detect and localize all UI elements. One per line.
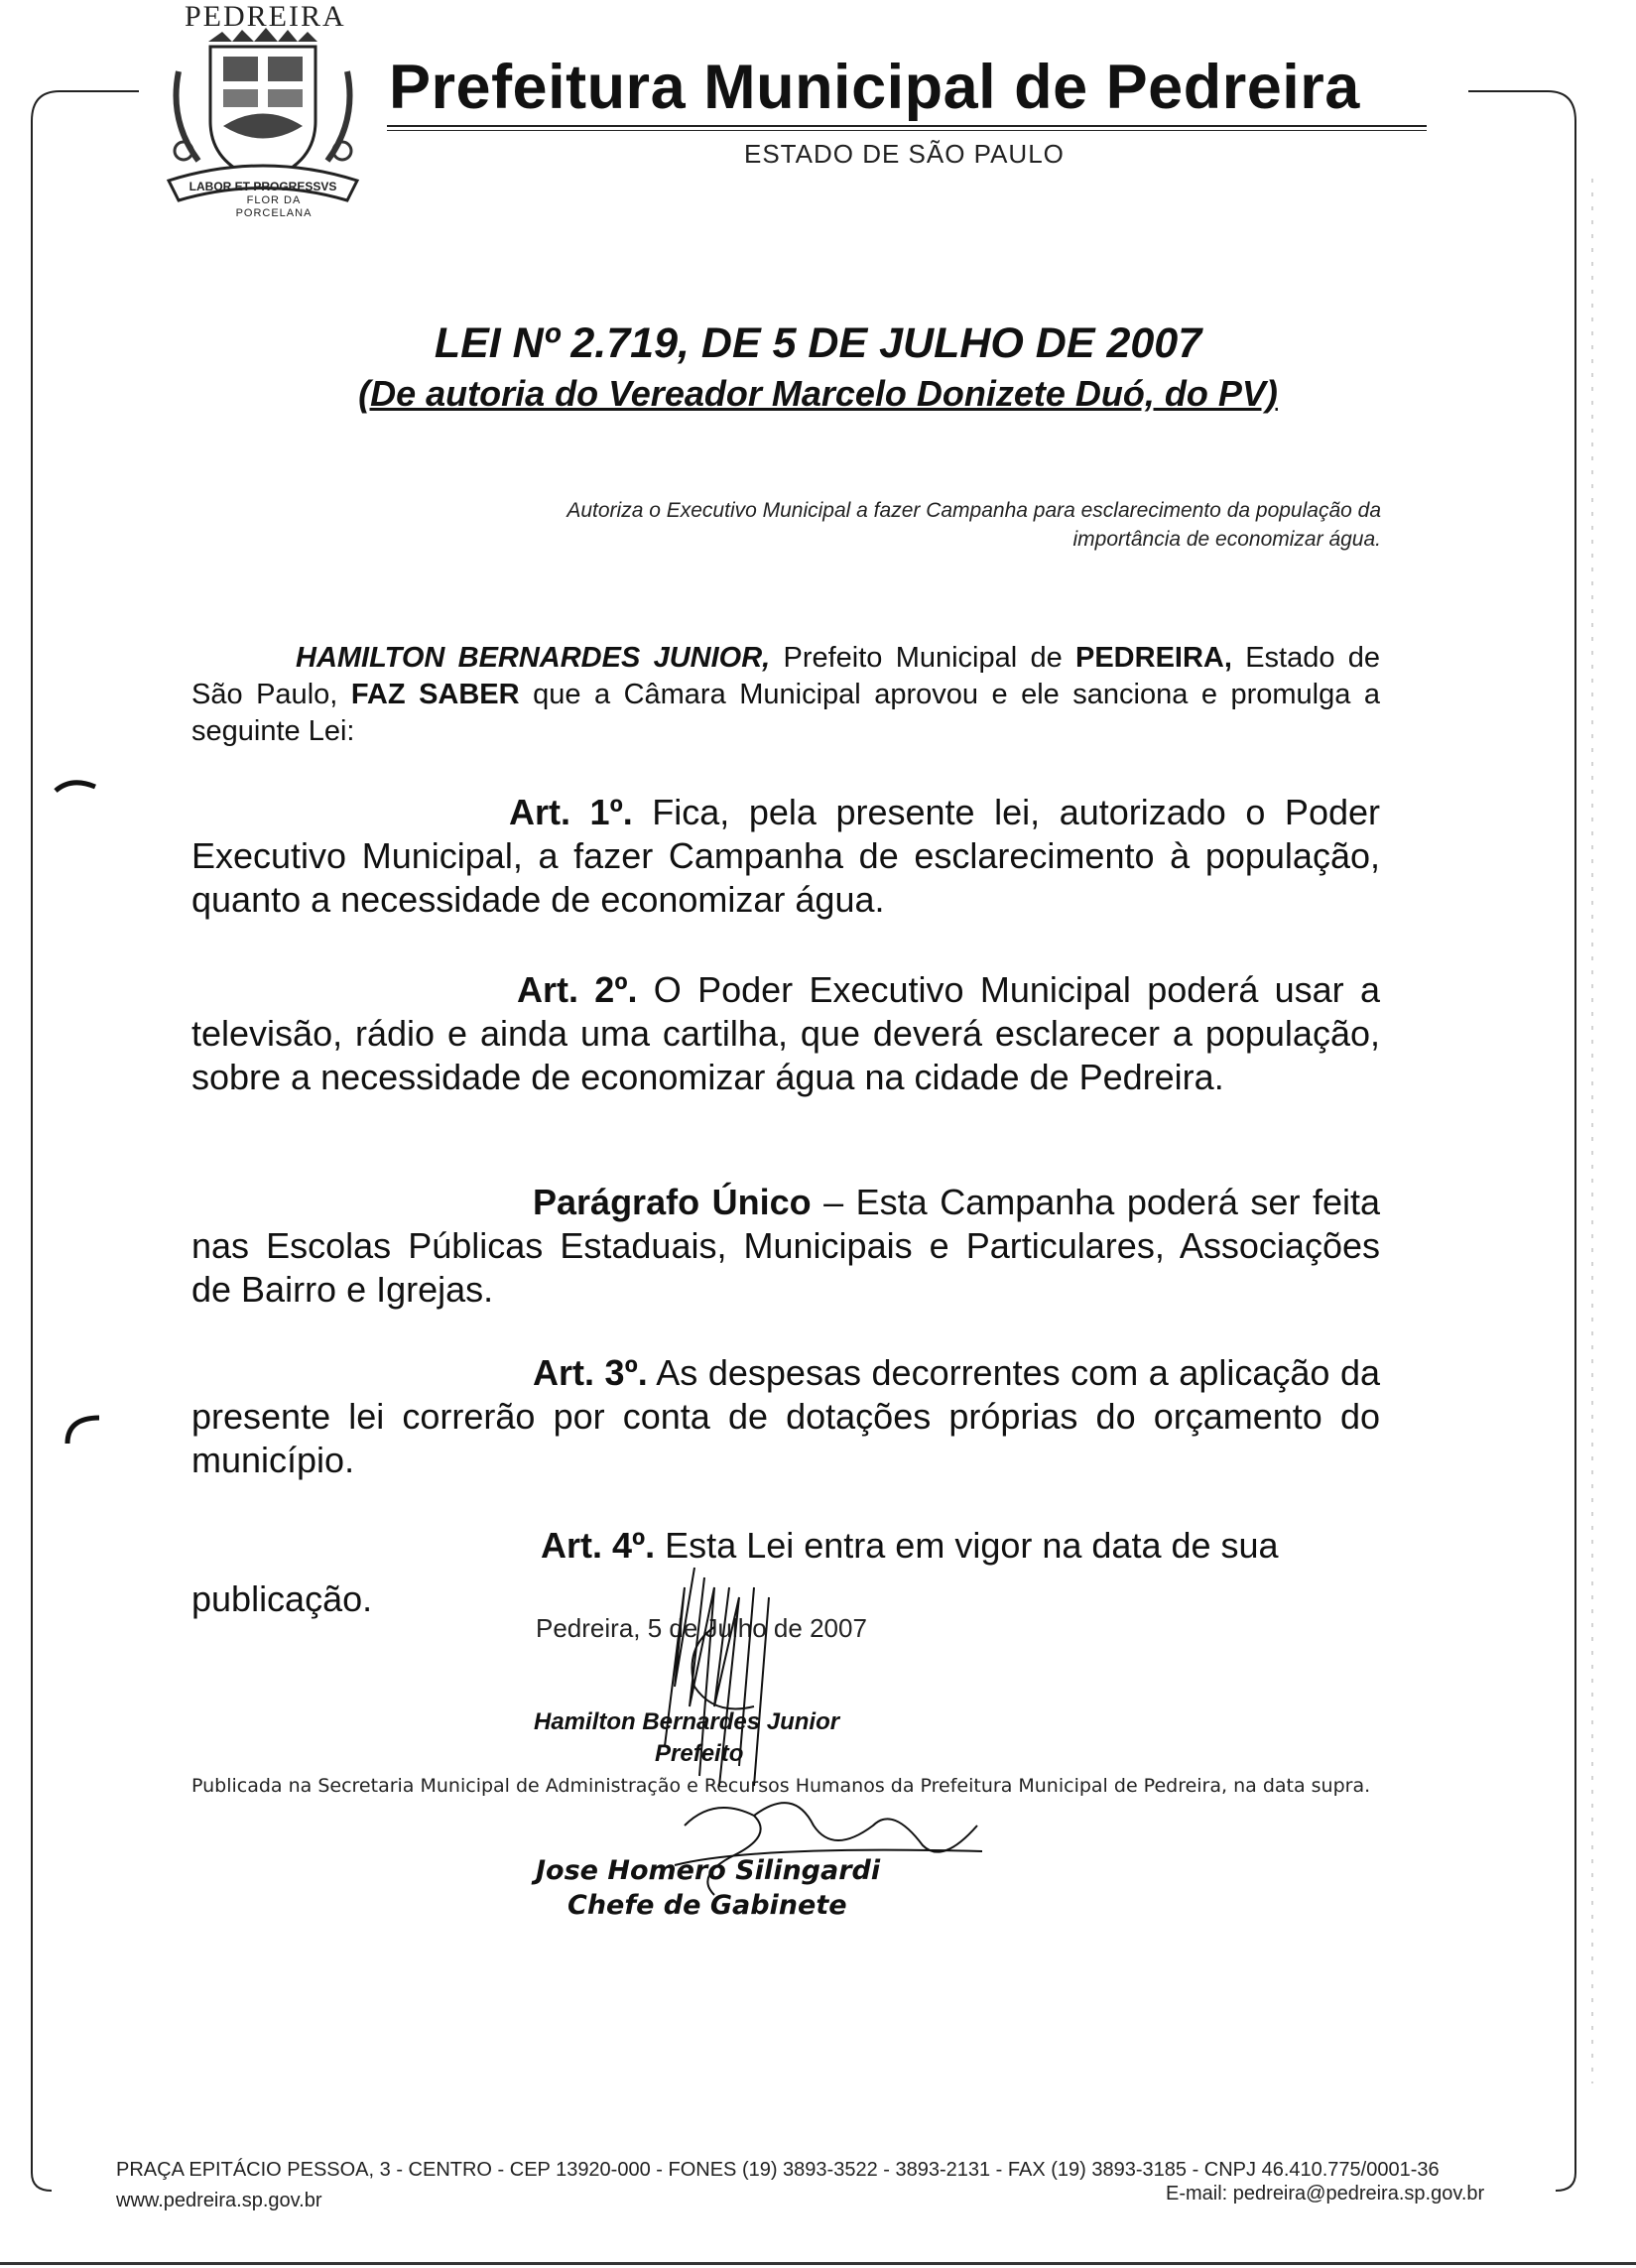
- footer-website: www.pedreira.sp.gov.br: [116, 2190, 322, 2211]
- article-3-label: Art. 3º.: [533, 1352, 648, 1393]
- mayor-name: HAMILTON BERNARDES JUNIOR,: [296, 642, 771, 674]
- chief-signature-role: Chefe de Gabinete: [567, 1890, 847, 1921]
- crest-city-label: PEDREIRA: [185, 0, 346, 33]
- article-1-text: Fica, pela presente lei, autorizado o Poder Executivo Municipal, a fazer Campanha de esclarecimento à população, quanto a necessidade de economizar água.: [191, 792, 1380, 920]
- page-title: Prefeitura Municipal de Pedreira: [389, 53, 1360, 122]
- crest-subtitle-line-2: PORCELANA: [235, 207, 313, 219]
- bottom-rule: [0, 2262, 1636, 2265]
- margin-mark-icon: [52, 769, 101, 799]
- article-4-label: Art. 4º.: [541, 1525, 656, 1566]
- law-number-title: LEI Nº 2.719, DE 5 DE JULHO DE 2007: [434, 319, 1202, 367]
- article-4-end: publicação.: [191, 1578, 373, 1619]
- crest-motto: LABOR ET PROGRESSVS: [189, 180, 337, 193]
- paragrafo-unico-text: – Esta Campanha poderá ser feita nas Escolas Públicas Estaduais, Municipais e Particulares, Associações de Bairro e Igrejas.: [191, 1182, 1380, 1310]
- publication-note: Publicada na Secretaria Municipal de Administração e Recursos Humanos da Prefeitura Municipal de Pedreira, na data supra.: [191, 1775, 1371, 1797]
- crest-subtitle-line-1: FLOR DA: [246, 194, 302, 206]
- margin-mark-icon: [60, 1404, 109, 1453]
- mayor-signature-role: Prefeito: [655, 1740, 744, 1767]
- law-ementa: Autoriza o Executivo Municipal a fazer Campanha para esclarecimento da população da importância de economizar água.: [566, 499, 1381, 551]
- article-1-label: Art. 1º.: [509, 792, 633, 832]
- intro-text-1: Prefeito Municipal de: [770, 642, 1075, 674]
- mayor-signature-name: Hamilton Bernardes Junior: [534, 1708, 840, 1735]
- article-4-text: Esta Lei entra em vigor na data de sua: [655, 1525, 1279, 1566]
- state-label: ESTADO DE SÃO PAULO: [744, 139, 1065, 169]
- footer-email: E-mail: pedreira@pedreira.sp.gov.br: [1166, 2183, 1485, 2205]
- article-2-label: Art. 2º.: [517, 969, 638, 1010]
- law-authorship: (De autoria do Vereador Marcelo Donizete Duó, do PV): [358, 373, 1278, 414]
- article-3-text: As despesas decorrentes com a aplicação da presente lei correrão por conta de dotações próprias do orçamento do município.: [191, 1352, 1381, 1480]
- intro-text-3: que a Câmara Municipal aprovou e ele sanciona e promulga a seguinte Lei:: [191, 679, 1380, 747]
- intro-city: PEDREIRA,: [1075, 642, 1232, 674]
- intro-faz-saber: FAZ SABER: [350, 679, 520, 710]
- paragrafo-unico-label: Parágrafo Único: [533, 1182, 812, 1222]
- intro-text-2: Estado de São Paulo,: [191, 642, 1381, 710]
- article-2-text: O Poder Executivo Municipal poderá usar a televisão, rádio e ainda uma cartilha, que deverá esclarecer a população, sobre a necessidade de economizar água na cidade de Pedreira.: [191, 969, 1381, 1097]
- chief-signature-name: Jose Homero Silingardi: [536, 1855, 881, 1886]
- place-date: Pedreira, 5 de Julho de 2007: [536, 1613, 867, 1643]
- footer-address: PRAÇA EPITÁCIO PESSOA, 3 - CENTRO - CEP 13920-000 - FONES (19) 3893-3522 - 3893-2131 - FAX (19) 3893-3185 - CNPJ 46.410.775/0001-36: [116, 2159, 1440, 2181]
